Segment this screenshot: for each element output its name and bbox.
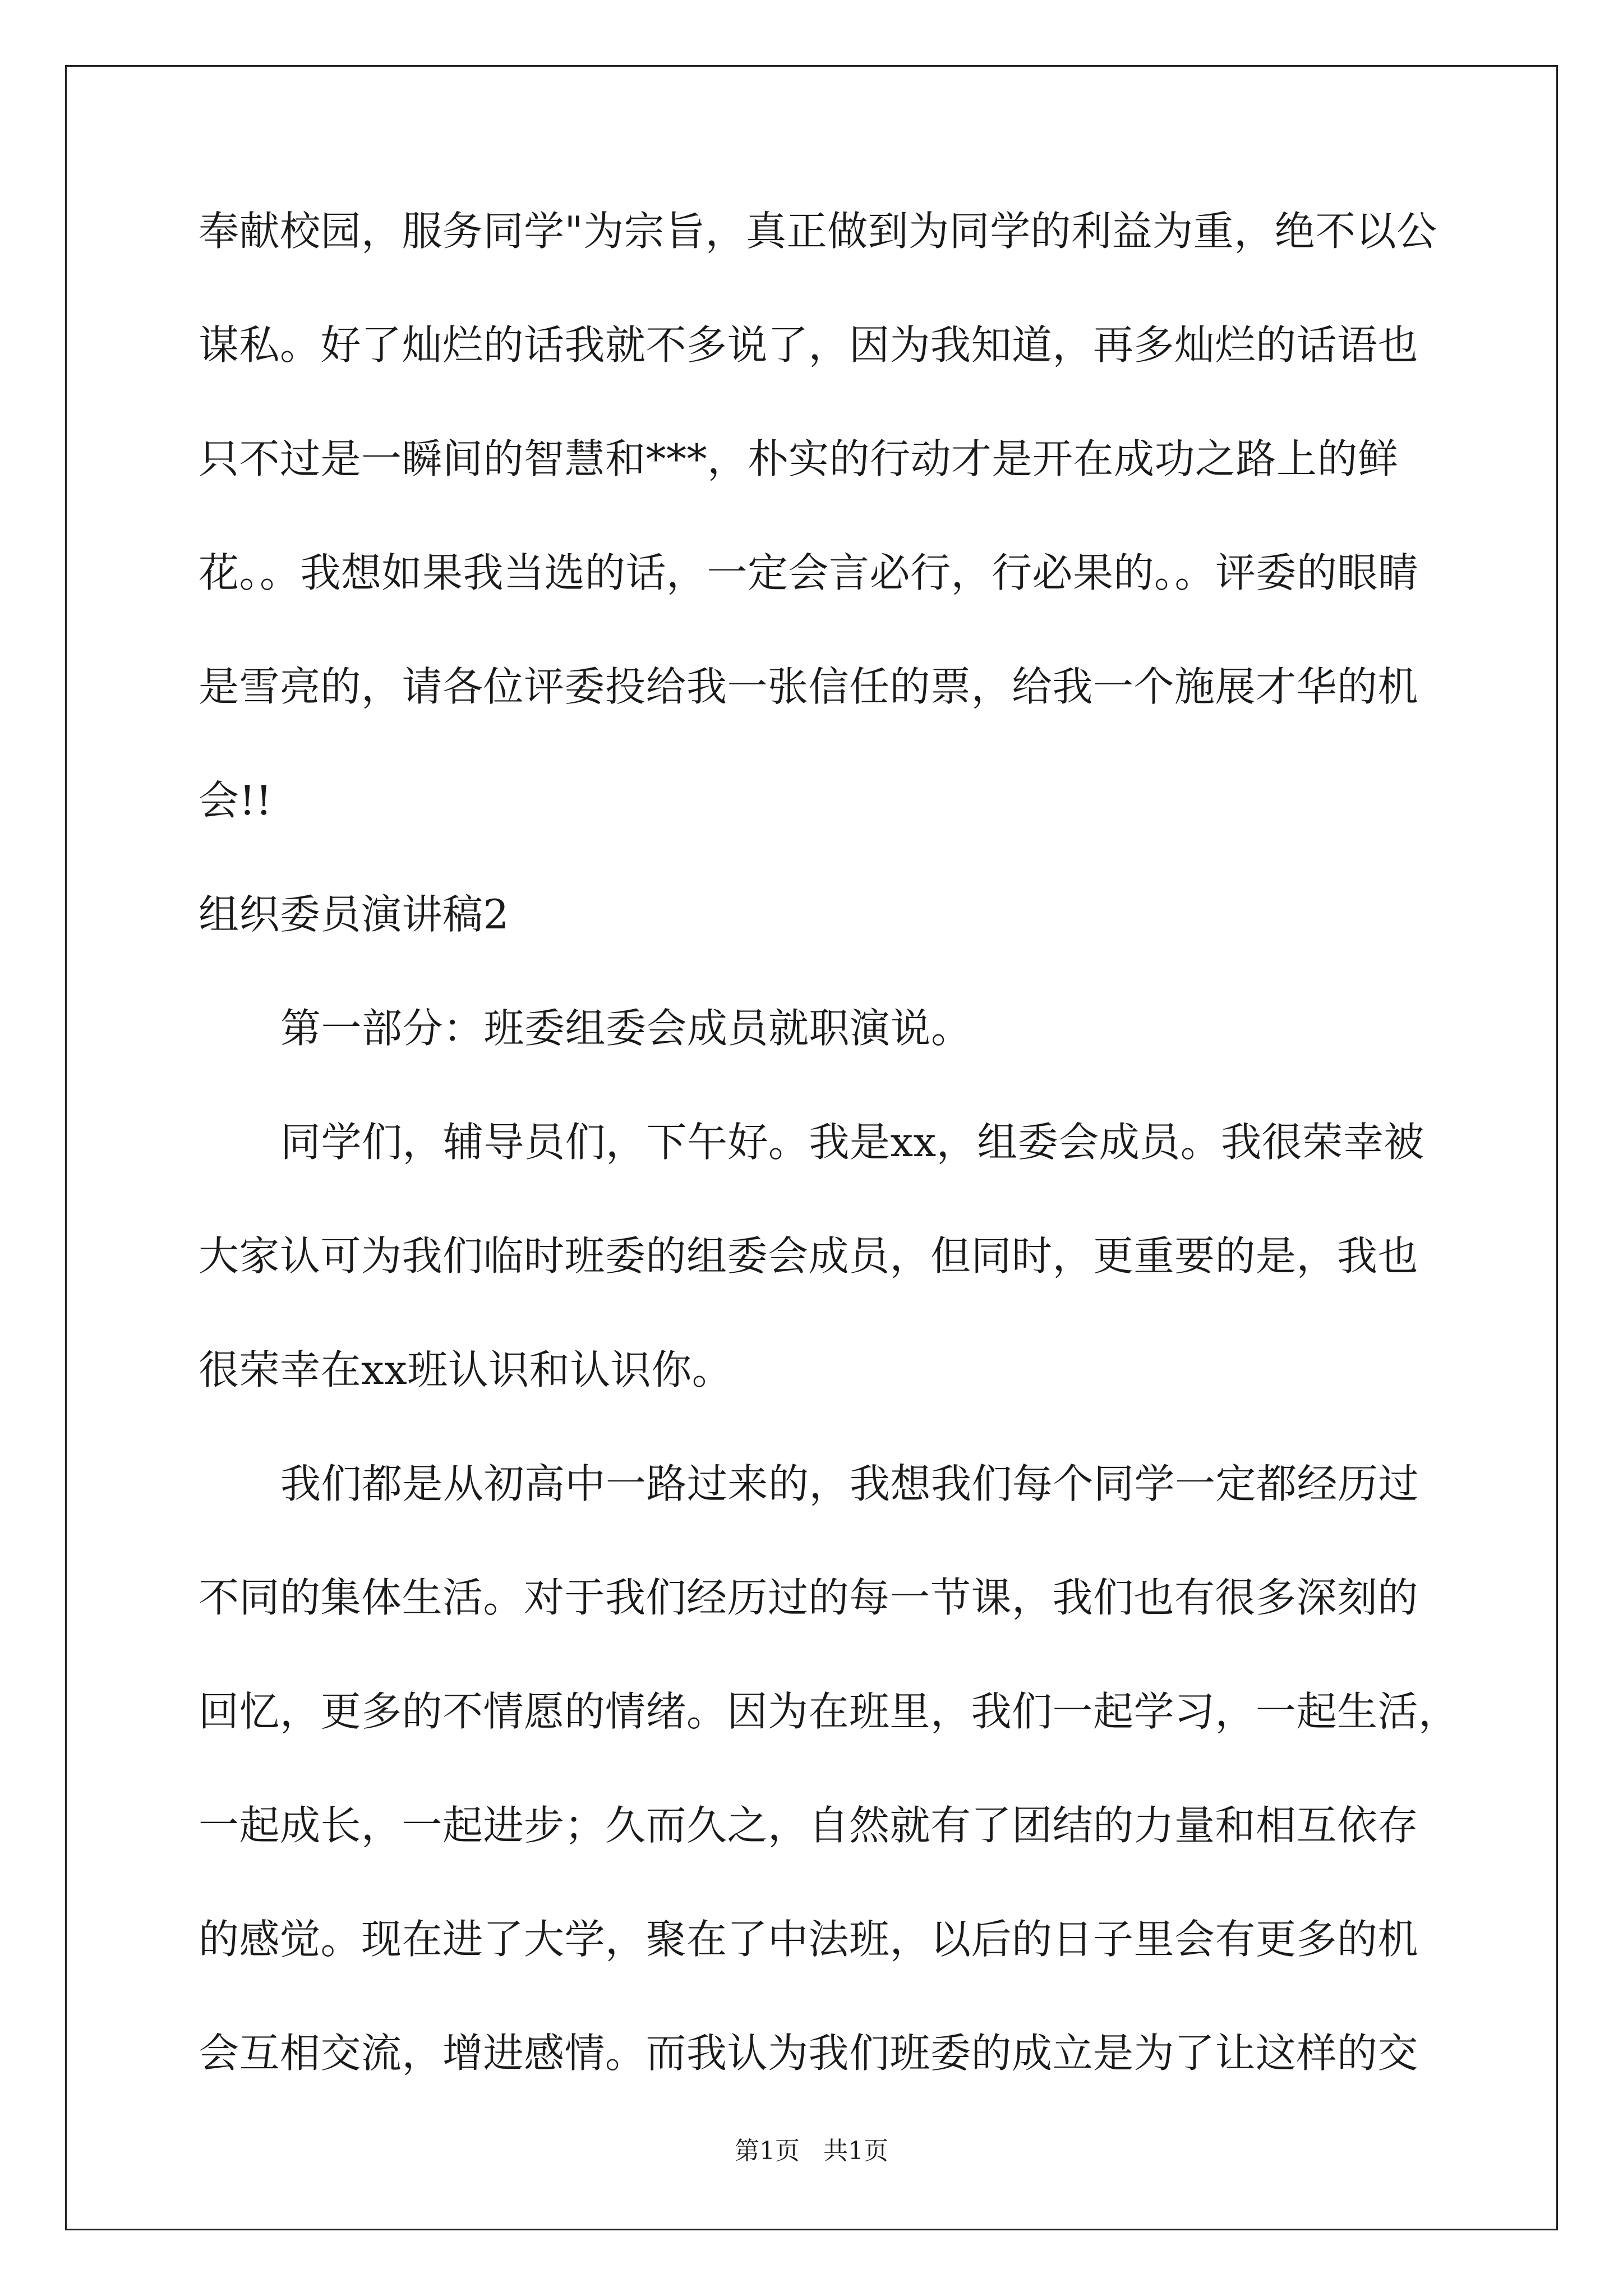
- text-line: 不同的集体生活。对于我们经历过的每一节课，我们也有很多深刻的: [199, 1574, 1419, 1621]
- text-line: 奉献校园，服务同学"为宗旨，真正做到为同学的利益为重，绝不以公: [199, 208, 1437, 255]
- text-line: 很荣幸在xx班认识和认识你。: [199, 1346, 733, 1393]
- text-line: 同学们，辅导员们，下午好。我是xx，组委会成员。我很荣幸被: [280, 1119, 1424, 1166]
- text-line: 回忆，更多的不情愿的情绪。因为在班里，我们一起学习，一起生活，: [199, 1688, 1459, 1735]
- text-line: 花。。我想如果我当选的话，一定会言必行，行必果的。。评委的眼睛: [199, 549, 1419, 596]
- text-line: 的感觉。现在进了大学，聚在了中法班，以后的日子里会有更多的机: [199, 1916, 1419, 1963]
- text-line: 第一部分：班委组委会成员就职演说。: [280, 1005, 972, 1052]
- text-line: 只不过是一瞬间的智慧和***，朴实的行动才是开在成功之路上的鲜: [199, 435, 1399, 482]
- text-line: 一起成长，一起进步；久而久之，自然就有了团结的力量和相互依存: [199, 1802, 1419, 1849]
- section-heading: 组织委员演讲稿2: [199, 891, 509, 938]
- text-line: 谋私。好了灿烂的话我就不多说了，因为我知道，再多灿烂的话语也: [199, 321, 1419, 369]
- text-line: 我们都是从初高中一路过来的，我想我们每个同学一定都经历过: [280, 1460, 1419, 1507]
- text-line: 大家认可为我们临时班委的组委会成员，但同时，更重要的是，我也: [199, 1232, 1419, 1280]
- text-line: 是雪亮的，请各位评委投给我一张信任的票，给我一个施展才华的机: [199, 663, 1419, 710]
- text-line: 会互相交流，增进感情。而我认为我们班委的成立是为了让这样的交: [199, 2030, 1419, 2077]
- text-line: 会!!: [199, 777, 273, 824]
- document-body: [199, 208, 1459, 2147]
- page-footer: 第1页 共1页: [735, 2137, 888, 2165]
